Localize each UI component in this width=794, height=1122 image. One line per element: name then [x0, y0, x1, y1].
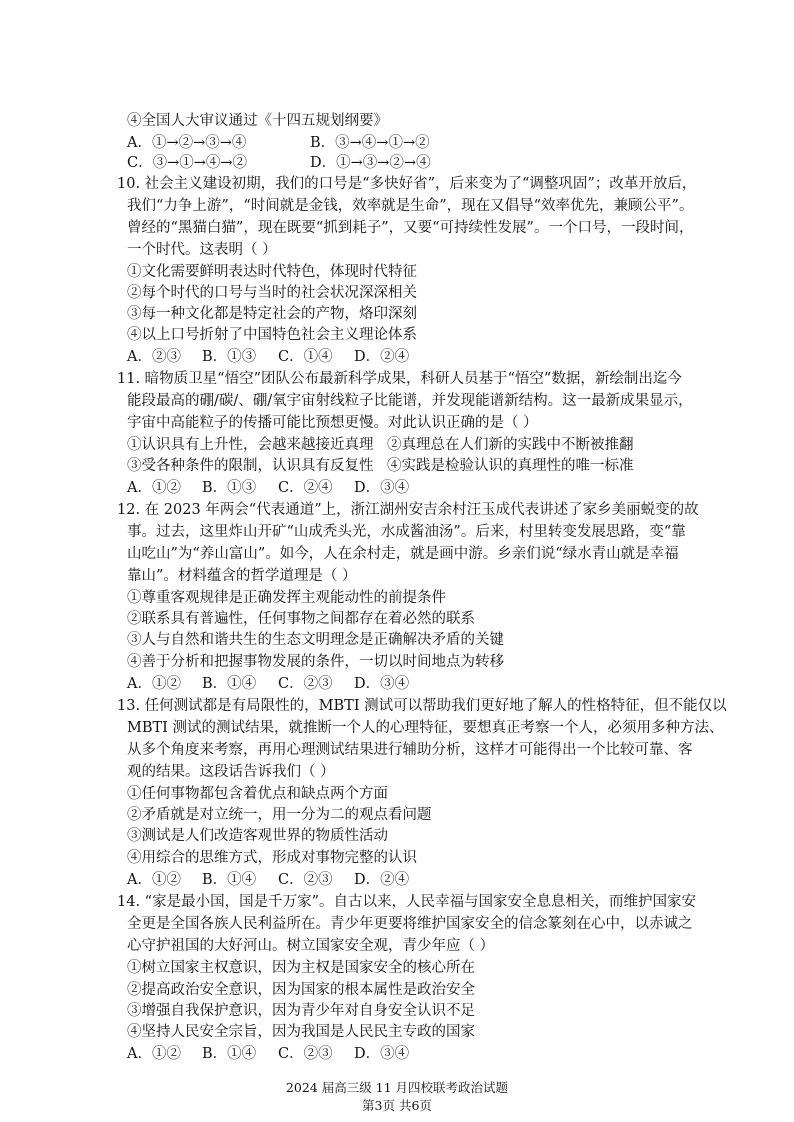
q14-stem-line-2: 全更是全国各族人民利益所在。青少年更要将维护国家安全的信念篆刻在心中，以赤诚之 — [127, 916, 693, 932]
q11-stem-line-3: 宇宙中高能粒子的传播可能比预想更慢。对此认识正确的是（ ） — [127, 415, 538, 431]
q10-item-1: ①文化需要鲜明表达时代特色，体现时代特征 — [127, 264, 417, 280]
q13-item-1: ①任何事物都包含着优点和缺点两个方面 — [127, 786, 388, 802]
q13-stem-line-1: 13. 任何测试都是有局限性的，MBTI 测试可以帮助我们更好地了解人的性格特征，但不能仅以 — [117, 698, 727, 714]
q12-item-2: ②联系具有普遍性，任何事物之间都存在着必然的联系 — [127, 611, 475, 627]
q11-items-row-2 — [127, 456, 647, 476]
q10-stem-line-4: 一个时代。这表明（ ） — [127, 242, 277, 258]
q11-stem-line-1: 11. 暗物质卫星“悟空”团队公布最新科学成果，科研人员基于“悟空”数据，新绘制出迄今 — [117, 371, 682, 387]
q9-options-row-2 — [127, 153, 547, 173]
q11-items-row-1 — [127, 435, 647, 455]
q12-item-3: ③人与自然和谐共生的生态文明理念是正确解决矛盾的关键 — [127, 632, 504, 648]
q14-option-b: B．①④ — [202, 1046, 257, 1062]
q10-stem-line-1: 10. 社会主义建设初期，我们的口号是“多快好省”，后来变为了“调整巩固”；改革开放后， — [117, 176, 697, 192]
q12-option-c: C．②③ — [278, 676, 333, 692]
q9-options-row-1 — [127, 133, 547, 153]
q12-options — [127, 674, 487, 694]
q9-option-a: A．①→②→③→④ — [127, 135, 247, 151]
q10-option-b: B．①③ — [202, 349, 257, 365]
q13-item-4: ④用综合的思维方式，形成对事物完整的认识 — [127, 850, 417, 866]
q11-item-4: ④实践是检验认识的真理性的唯一标准 — [387, 458, 634, 474]
q9-option-b: B．③→④→①→② — [310, 135, 430, 151]
q14-item-3: ③增强自我保护意识，因为青少年对自身安全认识不足 — [127, 1003, 475, 1019]
footer-exam-title: 2024 届高三级 11 月四校联考政治试题 — [285, 1080, 509, 1095]
q10-item-3: ③每一种文化都是特定社会的产物，烙印深刻 — [127, 306, 417, 322]
q10-option-d: D．②④ — [354, 349, 410, 365]
q11-item-1: ①认识具有上升性，会越来越接近真理 — [127, 437, 374, 453]
q11-stem-line-2: 能段最高的硼/碳/、硼/氧宇宙射线粒子比能谱，并发现能谱新结构。这一最新成果显示， — [127, 393, 693, 409]
q13-option-c: C．②③ — [278, 872, 333, 888]
q13-option-d: D．②④ — [354, 872, 410, 888]
q13-options — [127, 870, 487, 890]
q12-item-4: ④善于分析和把握事物发展的条件，一切以时间地点为转移 — [127, 654, 504, 670]
q12-option-a: A．①② — [127, 676, 181, 692]
q11-option-b: B．①③ — [202, 480, 257, 496]
q14-option-c: C．②③ — [278, 1046, 333, 1062]
q13-item-2: ②矛盾就是对立统一，用一分为二的观点看问题 — [127, 807, 432, 823]
q11-option-c: C．②④ — [278, 480, 333, 496]
q13-item-3: ③测试是人们改造客观世界的物质性活动 — [127, 828, 388, 844]
q14-stem-line-1: 14. “家是最小国，国是千万家”。自古以来，人民幸福与国家安全息息相关，而维护国家安 — [117, 894, 696, 910]
q14-stem-line-3: 心守护祖国的大好河山。树立国家安全观，青少年应（ ） — [127, 938, 495, 954]
q13-stem-line-2: MBTI 测试的测试结果，就推断一个人的心理特征，要想真正考察一个人，必须用多种方法、 — [127, 720, 724, 736]
q12-stem-line-3: 山吃山”为“养山富山”。如今，人在余村走，就是画中游。乡亲们说“绿水青山就是幸福 — [127, 546, 679, 562]
q12-stem-line-2: 事。过去，这里炸山开矿“山成秃头光，水成酱油汤”。后来，村里转变发展思路，变“靠 — [127, 524, 686, 540]
q13-stem-line-3: 从多个角度来考察，再用心理测试结果进行辅助分析，这样才可能得出一个比较可靠、客 — [127, 742, 693, 758]
q13-stem-line-4: 观的结果。这段话告诉我们（ ） — [127, 764, 335, 780]
q10-item-2: ②每个时代的口号与当时的社会状况深深相关 — [127, 285, 417, 301]
q12-stem-line-4: 靠山”。材料蕴含的哲学道理是（ ） — [127, 568, 357, 584]
q14-item-1: ①树立国家主权意识，因为主权是国家安全的核心所在 — [127, 960, 475, 976]
q10-item-4: ④以上口号折射了中国特色社会主义理论体系 — [127, 327, 417, 343]
q11-item-3: ③受各种条件的限制，认识具有反复性 — [127, 458, 374, 474]
q14-item-2: ②提高政治安全意识，因为国家的根本属性是政治安全 — [127, 982, 475, 998]
q9-item-4: ④全国人大审议通过《十四五规划纲要》 — [127, 113, 388, 129]
q12-option-b: B．①④ — [202, 676, 257, 692]
q9-option-d: D．①→③→②→④ — [310, 155, 431, 171]
q12-stem-line-1: 12. 在 2023 年两会“代表通道”上，浙江湖州安吉余村汪玉成代表讲述了家乡美丽蜕变的故 — [117, 502, 699, 518]
q11-option-a: A．①② — [127, 480, 181, 496]
q11-option-d: D．③④ — [354, 480, 410, 496]
q11-options — [127, 478, 487, 498]
q12-option-d: D．③④ — [354, 676, 410, 692]
q14-option-d: D．③④ — [354, 1046, 410, 1062]
q12-item-1: ①尊重客观规律是正确发挥主观能动性的前提条件 — [127, 590, 446, 606]
q14-item-4: ④坚持人民安全宗旨，因为我国是人民民主专政的国家 — [127, 1024, 475, 1040]
q11-item-2: ②真理总在人们新的实践中不断被推翻 — [387, 437, 634, 453]
q14-options — [127, 1044, 487, 1064]
q10-stem-line-2: 我们“力争上游”，“时间就是金钱，效率就是生命”，现在又倡导“效率优先，兼顾公平”。 — [127, 198, 694, 214]
q10-option-c: C．①④ — [278, 349, 333, 365]
q14-option-a: A．①② — [127, 1046, 181, 1062]
q10-stem-line-3: 曾经的“黑猫白猫”，现在既要“抓到耗子”，又要“可持续性发展”。一个口号，一段时间， — [127, 220, 694, 236]
q10-options — [127, 347, 487, 367]
q10-option-a: A．②③ — [127, 349, 181, 365]
q13-option-a: A．①② — [127, 872, 181, 888]
footer-page-info: 第3页 共6页 — [362, 1098, 432, 1113]
q9-option-c: C．③→①→④→② — [127, 155, 248, 171]
q13-option-b: B．①④ — [202, 872, 257, 888]
